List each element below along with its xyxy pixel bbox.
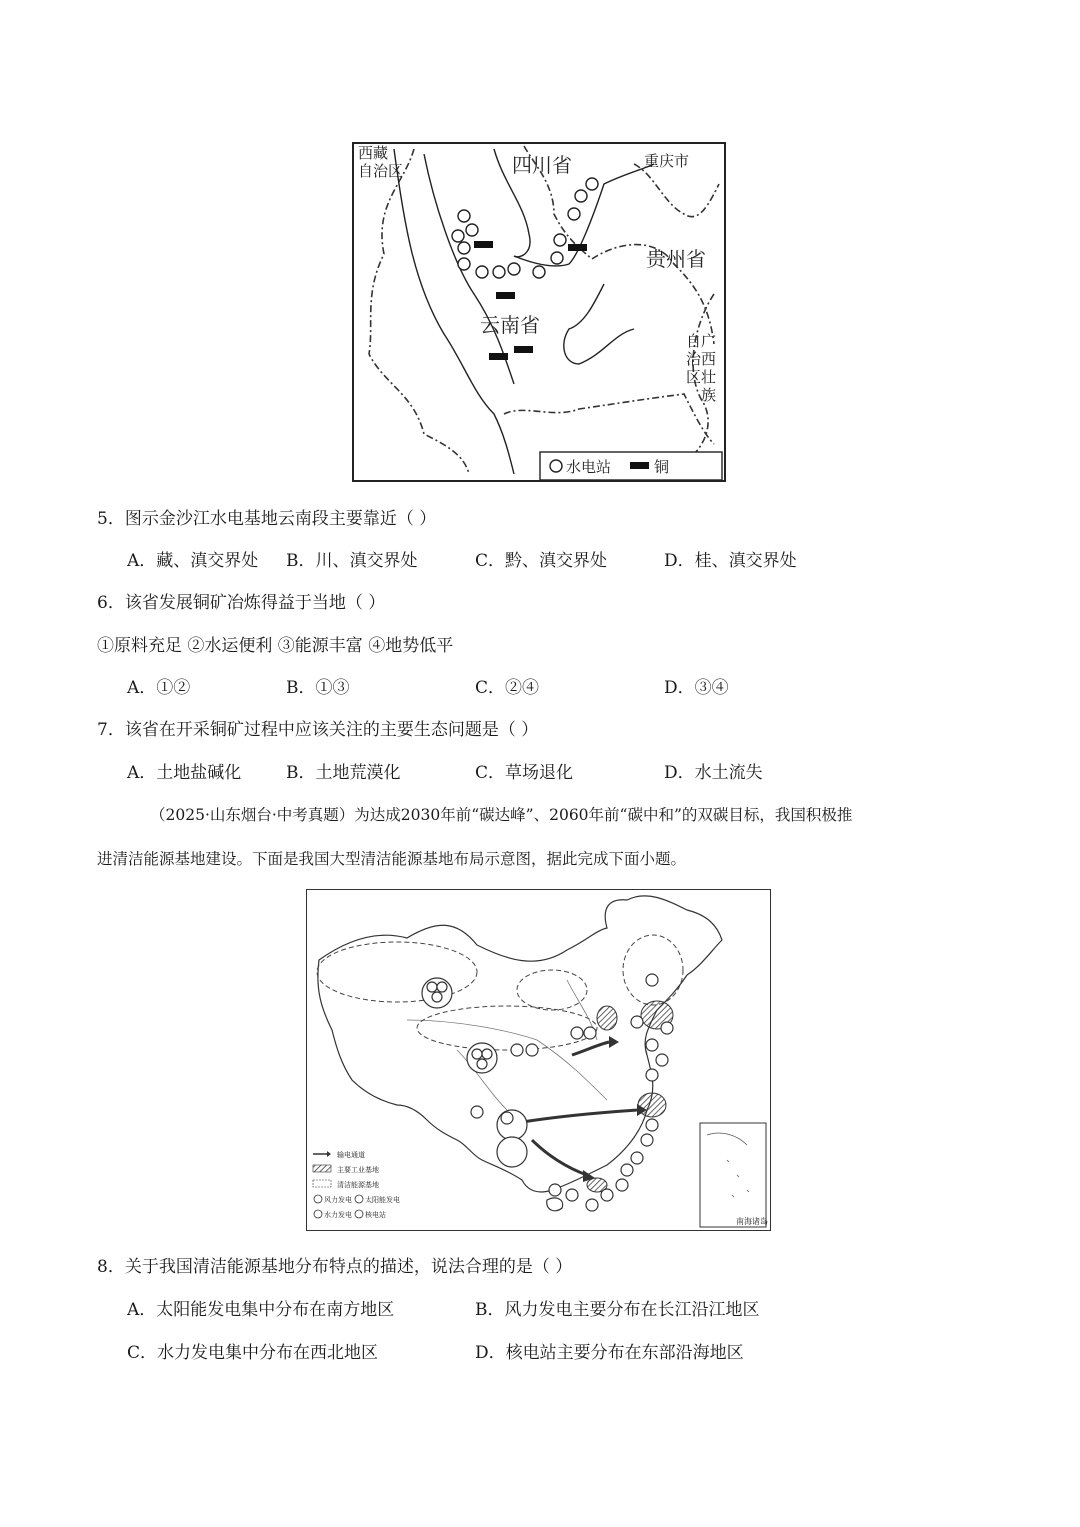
china-energy-map (306, 889, 771, 1231)
china-energy-map-svg (307, 890, 769, 1229)
province-borders (369, 146, 719, 474)
q5-option-c[interactable]: C．黔、滇交界处 (475, 551, 608, 571)
map1-legend (540, 452, 722, 480)
label-guangxi-3: 区壮 (686, 368, 717, 386)
label-chongqing: 重庆市 (644, 152, 690, 170)
legend-nuclear: 核电站 (365, 1211, 386, 1219)
intro-line-2: 进清洁能源基地建设。下面是我国大型清洁能源基地布局示意图，据此完成下面小题。 (97, 850, 687, 868)
wind-power-icon (314, 1195, 322, 1203)
q6-option-d[interactable]: D．③④ (664, 678, 729, 698)
question-8-stem: 8．关于我国清洁能源基地分布特点的描述，说法合理的是（ ） (97, 1257, 573, 1277)
legend-copper-label: 铜 (654, 458, 670, 476)
label-guangxi-4: 族 (701, 386, 717, 404)
yunnan-map-svg (354, 144, 724, 480)
clean-energy-bases (317, 935, 683, 1050)
q7-option-c[interactable]: C．草场退化 (475, 763, 574, 783)
q7-option-a[interactable]: A．土地盐碱化 (127, 763, 242, 783)
question-7-stem: 7．该省在开采铜矿过程中应该关注的主要生态问题是（ ） (97, 720, 539, 740)
q8-option-b[interactable]: B．风力发电主要分布在长江沿江地区 (475, 1300, 760, 1320)
hydro-stations (452, 178, 598, 278)
legend-transmission: 输电通道 (337, 1151, 365, 1159)
nuclear-power-icon (355, 1210, 363, 1218)
copper-deposits (474, 241, 587, 360)
yunnan-map (352, 142, 726, 482)
industrial-bases (587, 1001, 673, 1192)
legend-hydro-label: 水电站 (566, 458, 612, 476)
rivers (394, 149, 654, 474)
solar-power-icon (355, 1195, 363, 1203)
label-yunnan: 云南省 (480, 313, 540, 337)
inset-label: 南海诸岛 (736, 1217, 768, 1226)
q5-option-d[interactable]: D．桂、滇交界处 (664, 551, 797, 571)
copper-icon (630, 462, 649, 469)
q5-option-b[interactable]: B．川、滇交界处 (286, 551, 418, 571)
q8-option-c[interactable]: C．水力发电集中分布在西北地区 (127, 1343, 379, 1363)
label-guangxi-2: 治西 (686, 350, 717, 368)
map2-legend (313, 1150, 400, 1219)
south-china-sea-inset (700, 1123, 768, 1227)
label-guizhou: 贵州省 (646, 247, 706, 271)
q8-option-d[interactable]: D．核电站主要分布在东部沿海地区 (475, 1343, 744, 1363)
label-tibet-2: 自治区 (358, 162, 404, 180)
legend-industrial: 主要工业基地 (337, 1166, 379, 1174)
question-5-stem: 5．图示金沙江水电基地云南段主要靠近（ ） (97, 509, 437, 529)
hydro-power-icon (314, 1210, 322, 1218)
legend-clean-base: 清洁能源基地 (337, 1181, 379, 1189)
legend-solar: 太阳能发电 (365, 1196, 400, 1204)
legend-wind: 风力发电 (324, 1196, 352, 1204)
q6-option-b[interactable]: B．①③ (286, 678, 350, 698)
label-sichuan: 四川省 (512, 153, 572, 177)
q6-option-a[interactable]: A．①② (127, 678, 191, 698)
q7-option-b[interactable]: B．土地荒漠化 (286, 763, 401, 783)
q8-option-a[interactable]: A．太阳能发电集中分布在南方地区 (127, 1300, 395, 1320)
q6-option-c[interactable]: C．②④ (475, 678, 540, 698)
question-6-items: ①原料充足 ②水运便利 ③能源丰富 ④地势低平 (97, 636, 454, 656)
hainan-island (547, 1198, 563, 1211)
label-tibet-1: 西藏 (358, 144, 389, 162)
transmission-arrows (522, 1042, 637, 1175)
intro-line-1: （2025·山东烟台·中考真题）为达成2030年前“碳达峰”、2060年前“碳中和”的双碳目标，我国积极推 (150, 806, 853, 824)
q7-option-d[interactable]: D．水土流失 (664, 763, 763, 783)
question-6-stem: 6．该省发展铜矿冶炼得益于当地（ ） (97, 593, 386, 613)
legend-hydro: 水力发电 (324, 1211, 352, 1219)
label-guangxi-1: 自广 (686, 332, 717, 350)
hydro-station-icon (550, 460, 562, 472)
q5-option-a[interactable]: A．藏、滇交界处 (127, 551, 259, 571)
